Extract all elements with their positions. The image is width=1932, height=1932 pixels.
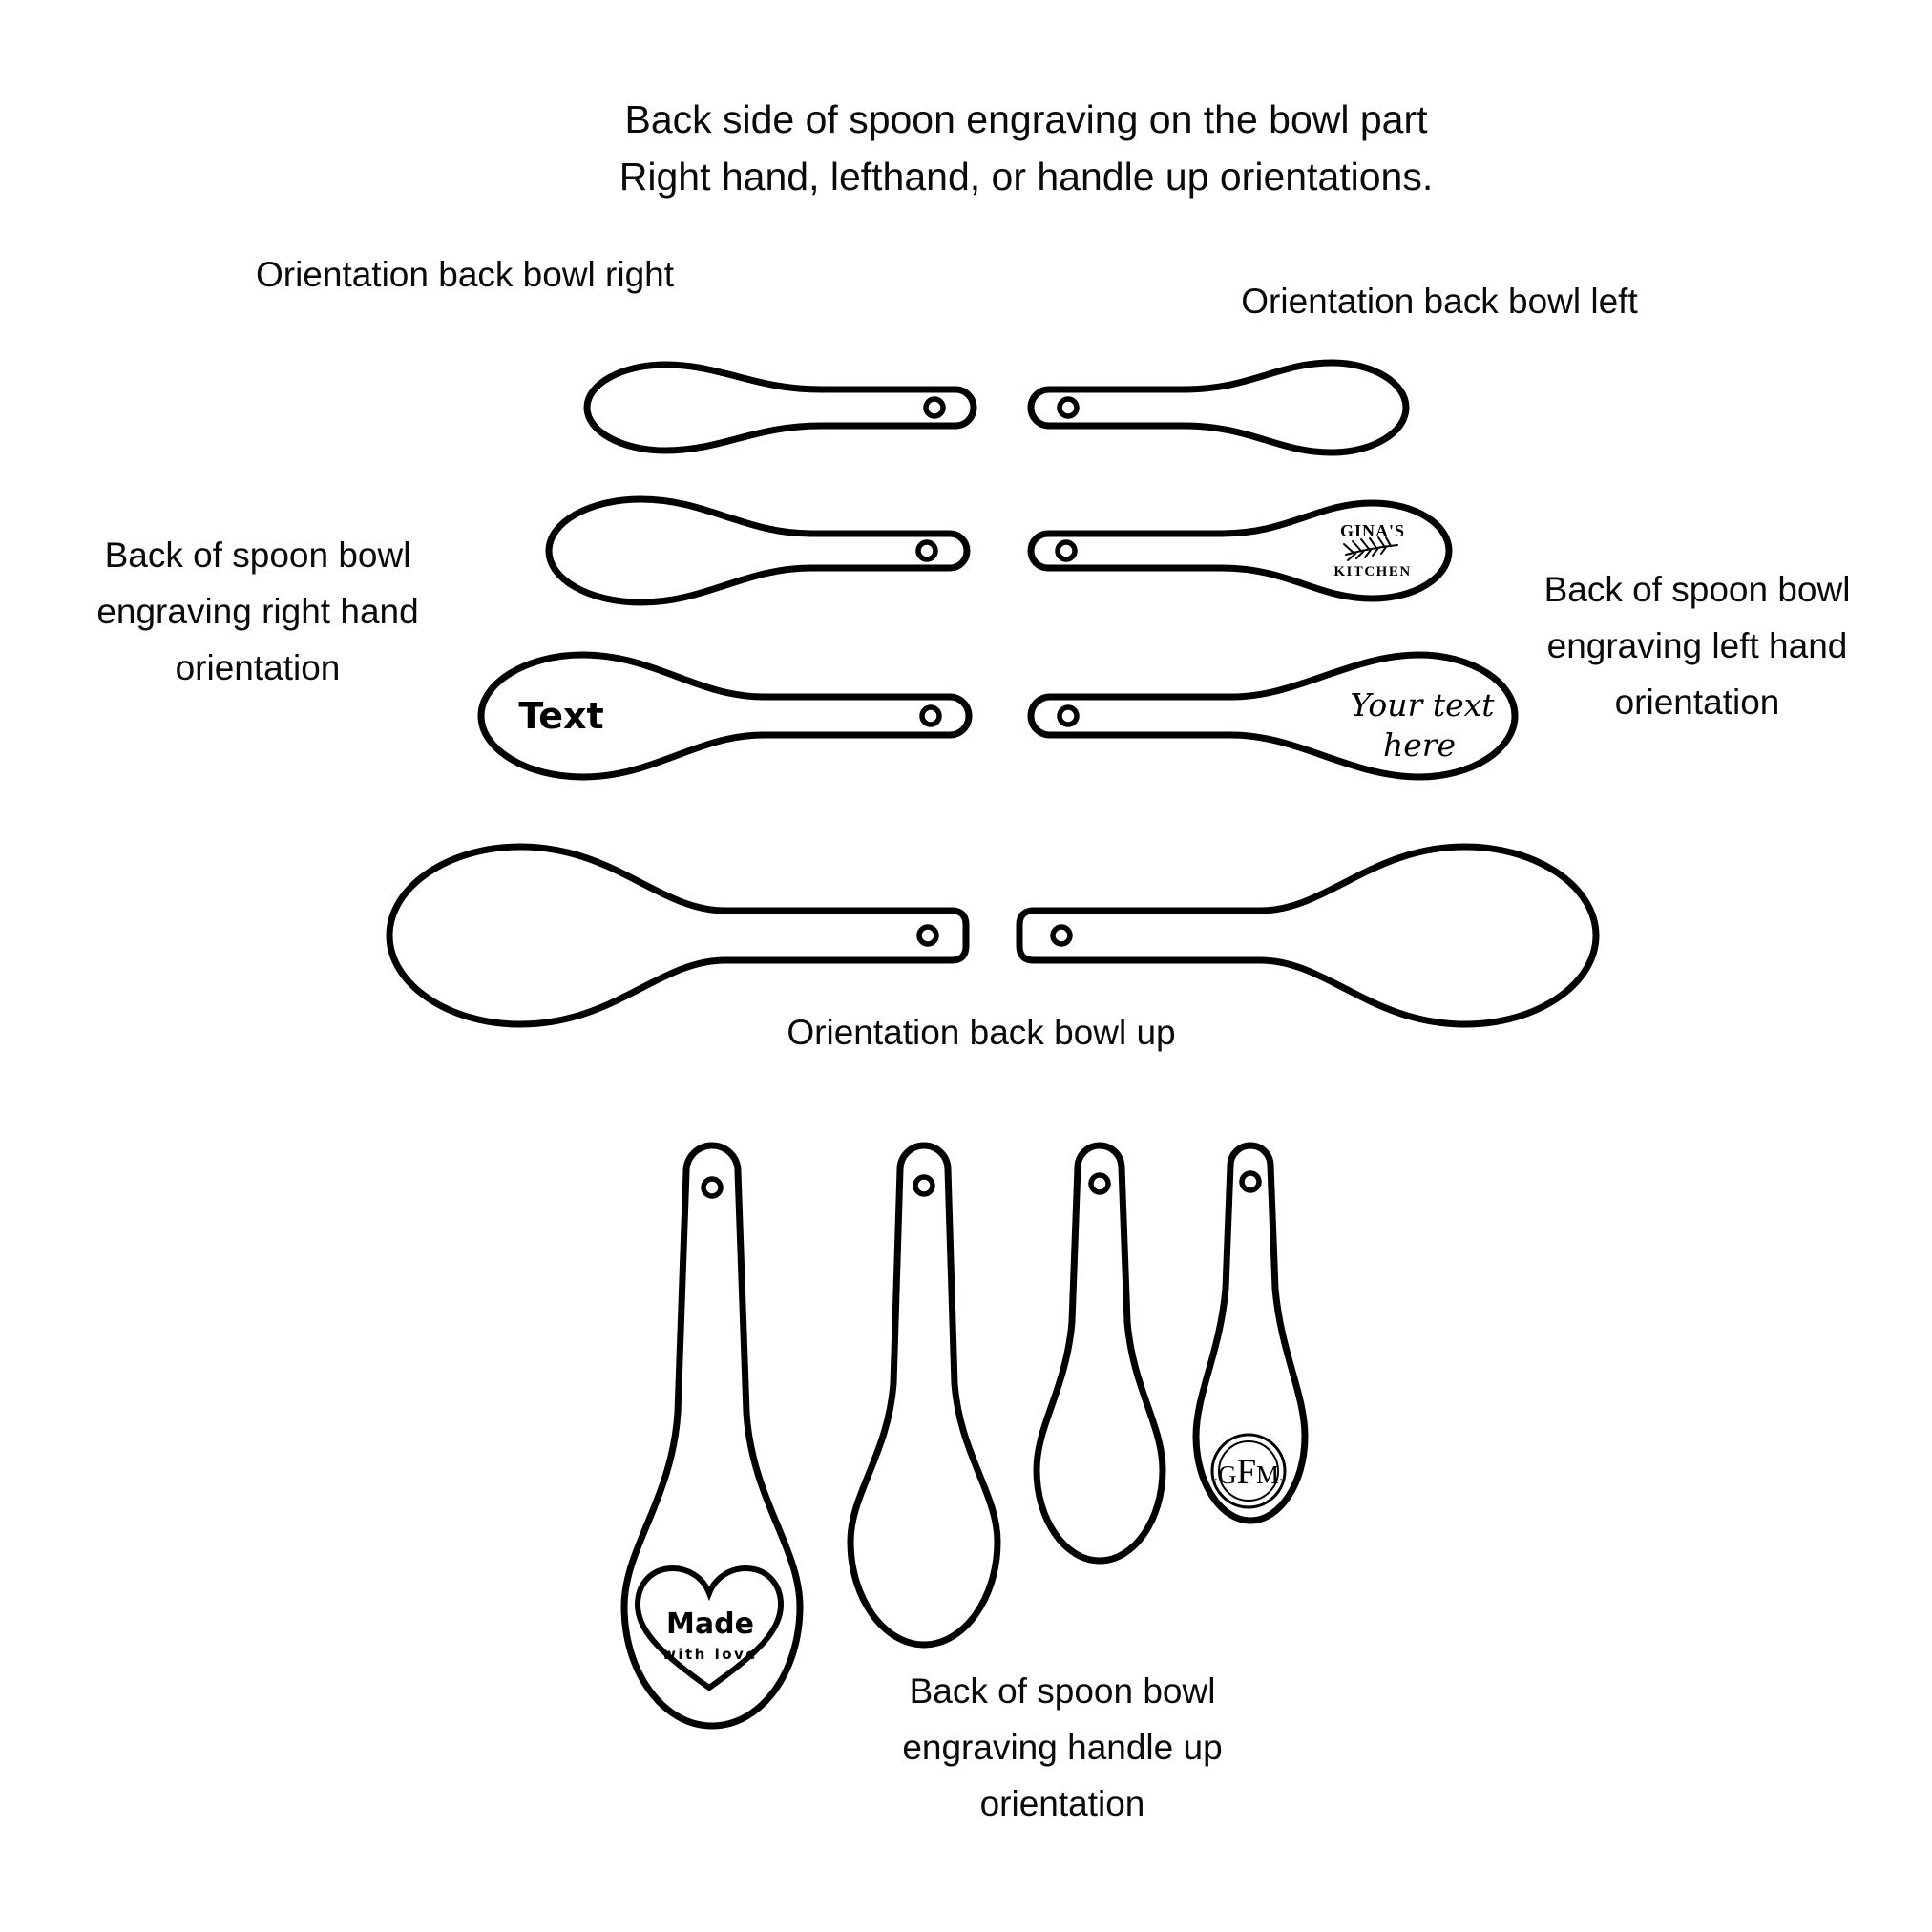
made-with-love-engraving-line1: Made [666, 1607, 754, 1641]
spoon-vertical-1-hang-hole [704, 1179, 721, 1196]
monogram-letter-f: F [1236, 1453, 1257, 1492]
label-right-hand-line1: Back of spoon bowl [104, 536, 411, 575]
spoon-row3-right-hang-hole [1060, 707, 1077, 724]
your-text-engraving-line1: Your text [1350, 686, 1495, 724]
made-with-love-engraving-line2: with love [662, 1646, 758, 1663]
monogram-dot-right: · [1279, 1472, 1284, 1486]
label-right-hand-line2: engraving right hand [96, 592, 419, 631]
label-handle-up-line3: orientation [979, 1784, 1145, 1823]
spoon-vertical-3-hang-hole [1091, 1175, 1108, 1192]
spoon-row2-bowl-right-outline [1031, 503, 1449, 598]
spoon-row4-bowl-left-outline [389, 847, 966, 1024]
spoon-row1-left-hang-hole [926, 399, 943, 416]
spoon-row2-right-hang-hole [1058, 542, 1075, 559]
label-back-bowl-left: Orientation back bowl left [1241, 282, 1638, 321]
text-engraving: Text [518, 695, 604, 737]
title-line-2: Right hand, lefthand, or handle up orientations. [619, 155, 1434, 199]
label-back-bowl-right: Orientation back bowl right [255, 255, 675, 294]
spoon-row4-right-hang-hole [1053, 927, 1070, 944]
spoon-vertical-2-outline [850, 1145, 998, 1645]
monogram-dot-left: · [1213, 1472, 1218, 1486]
spoon-row3-left-hang-hole [922, 707, 939, 724]
spoon-vertical-3-outline [1037, 1145, 1163, 1561]
ginas-kitchen-engraving-line2: KITCHEN [1334, 564, 1412, 579]
spoon-vertical-4-hang-hole [1242, 1173, 1259, 1190]
label-left-hand-line1: Back of spoon bowl [1544, 570, 1851, 609]
spoon-row2-bowl-left-outline [549, 499, 967, 602]
title-line-1: Back side of spoon engraving on the bowl part [624, 97, 1428, 141]
spoon-row1-bowl-left-outline [587, 365, 974, 451]
monogram-letter-g: G [1217, 1460, 1237, 1489]
spoon-row1-right-hang-hole [1060, 399, 1077, 416]
spoon-row4-left-hang-hole [919, 927, 936, 944]
label-left-hand-line3: orientation [1614, 682, 1780, 722]
spoon-row2-left-hang-hole [918, 542, 935, 559]
label-left-hand-line2: engraving left hand [1546, 626, 1848, 665]
spoon-row4-bowl-right-outline [1019, 847, 1596, 1024]
monogram-letter-m: M [1256, 1460, 1280, 1489]
label-right-hand-line3: orientation [175, 648, 341, 687]
your-text-engraving-line2: here [1382, 726, 1457, 764]
label-back-bowl-up: Orientation back bowl up [787, 1013, 1176, 1052]
label-handle-up-line2: engraving handle up [902, 1728, 1223, 1767]
ginas-kitchen-engraving-line1: GINA'S [1339, 521, 1406, 540]
label-handle-up-line1: Back of spoon bowl [909, 1671, 1216, 1711]
spoon-vertical-2-hang-hole [915, 1177, 933, 1194]
spoon-row1-bowl-right-outline [1031, 363, 1406, 452]
